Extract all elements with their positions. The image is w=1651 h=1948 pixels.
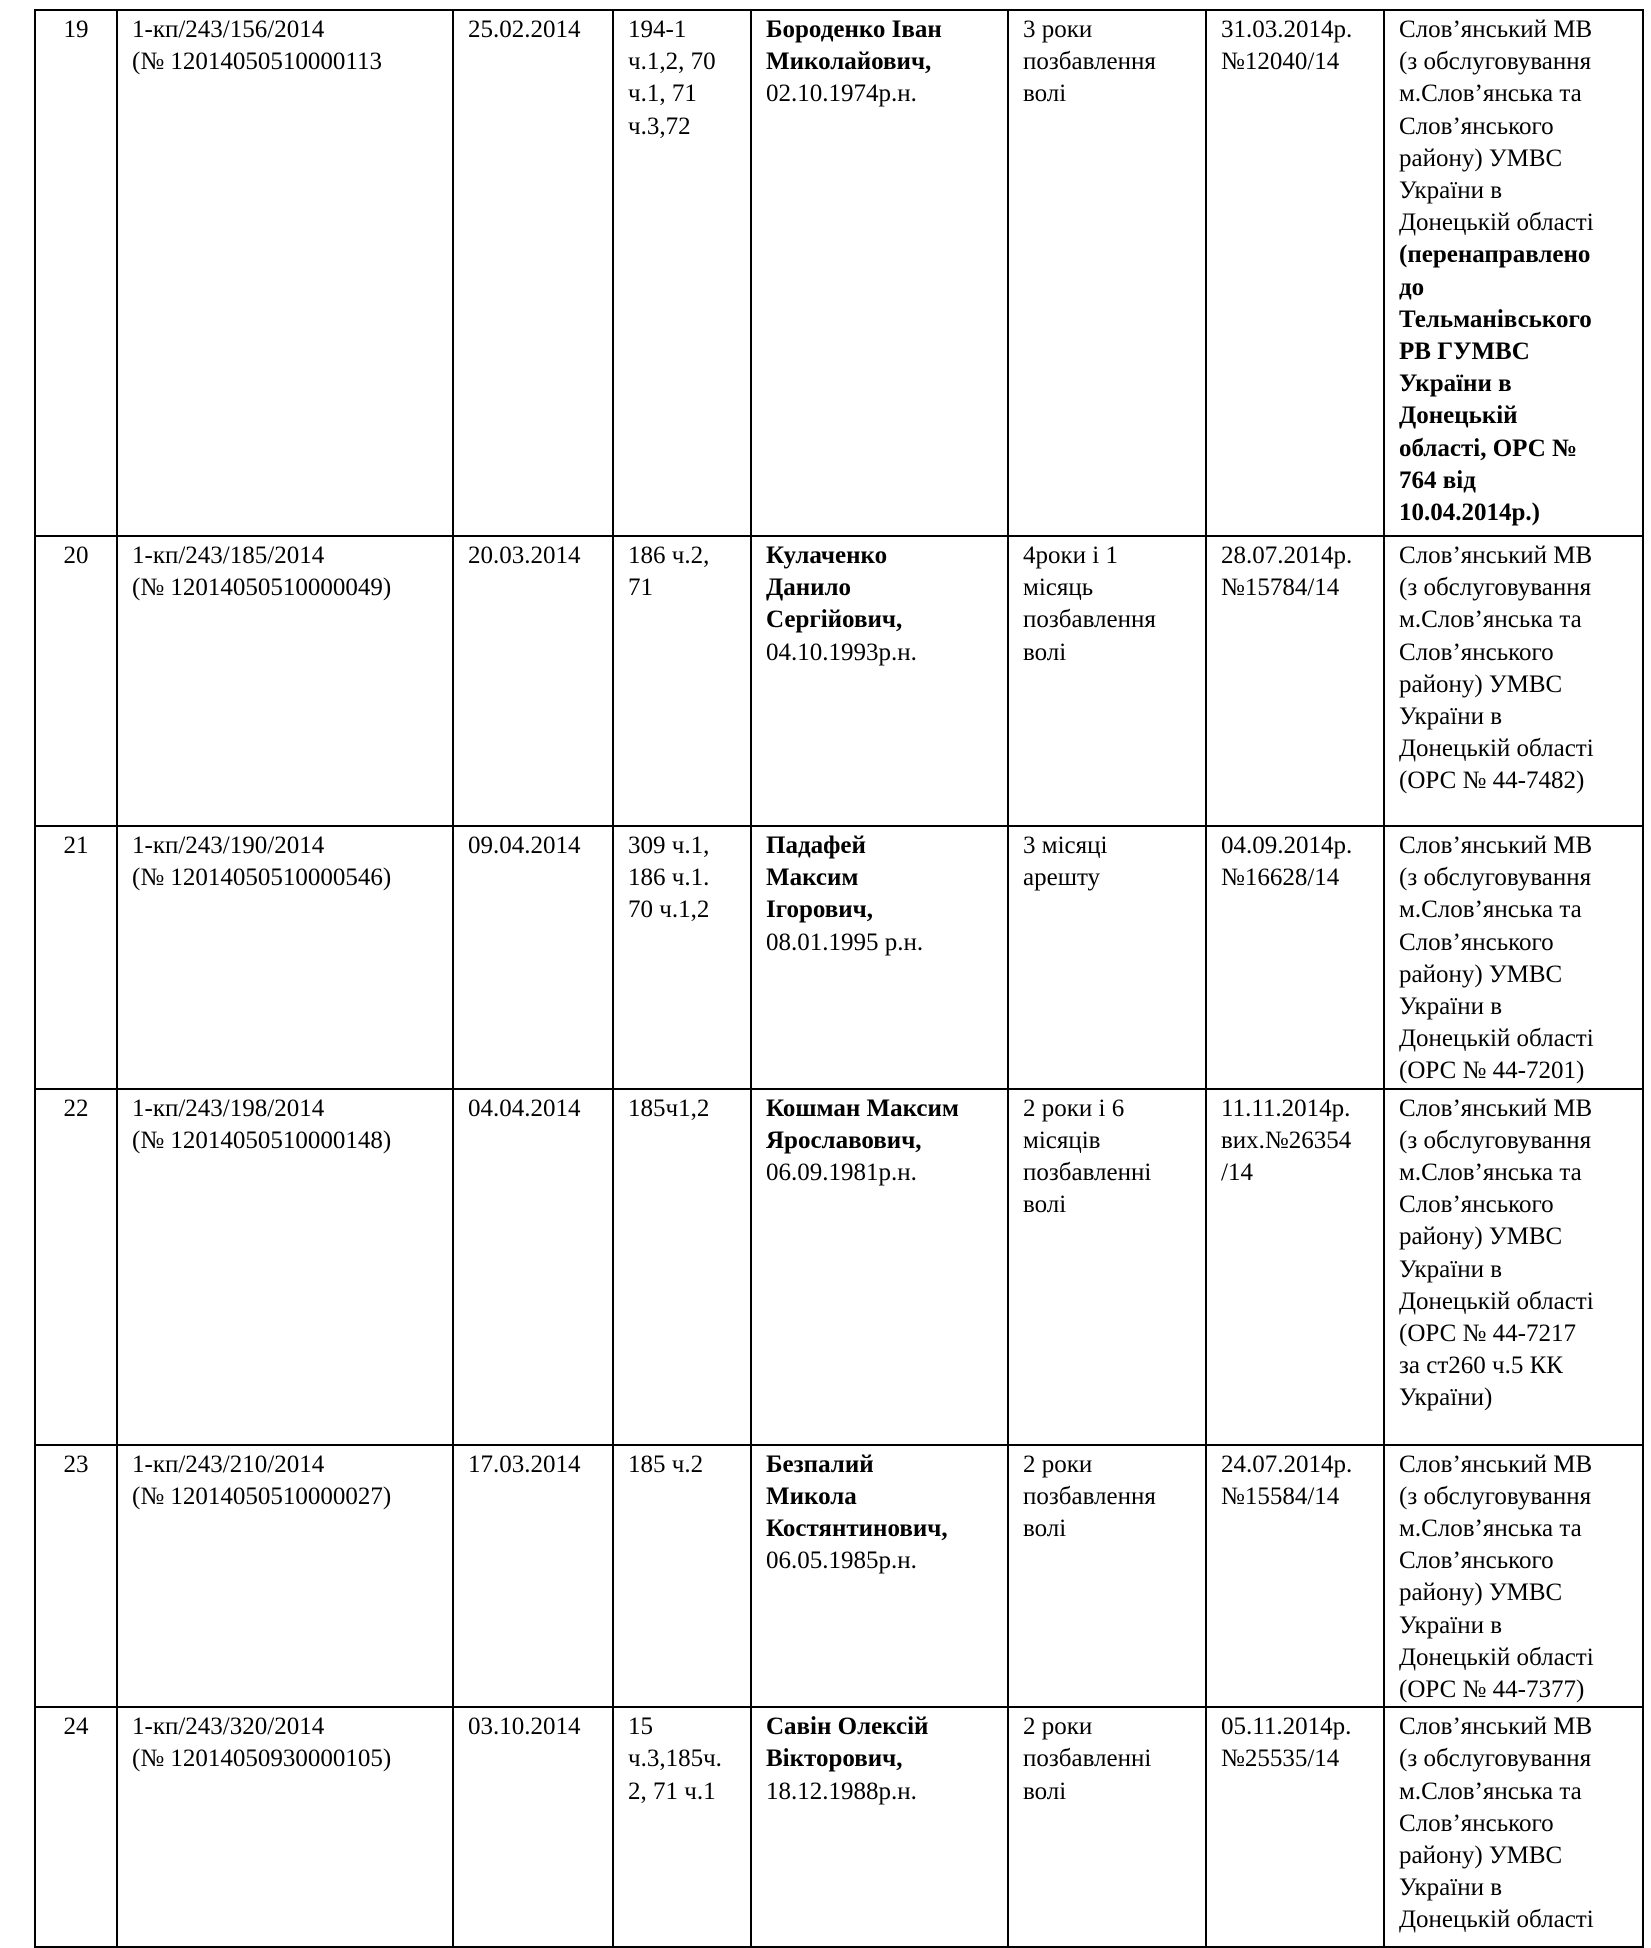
authority-cell — [1384, 536, 1643, 826]
verdict-date: 04.04.2014 — [468, 1094, 581, 1122]
authority-line: (з обслуговування — [1399, 1745, 1592, 1773]
authority-line: м.Слов’янська та — [1399, 606, 1582, 634]
article-line: 186 ч.1. — [628, 864, 710, 892]
row-number: 20 — [63, 542, 89, 569]
sentence-cell — [1008, 1707, 1206, 1947]
sentence-line: 2 роки — [1023, 1713, 1093, 1741]
authority-line: (з обслуговування — [1399, 1126, 1592, 1154]
authority-line: м.Слов’янська та — [1399, 1515, 1582, 1543]
authority-cell — [1384, 1445, 1643, 1708]
article-line: 185 ч.2 — [628, 1450, 704, 1478]
sentence-line: 3 місяці — [1023, 832, 1108, 859]
dispatch-cell — [1206, 536, 1384, 826]
authority-line: району) УМВС — [1399, 960, 1563, 988]
convict-name-line: Бороденко Іван — [766, 16, 942, 43]
authority-note-line: області, ОРС № — [1399, 434, 1578, 462]
dispatch-cell — [1206, 826, 1384, 1089]
proceeding-number: (№ 12014050510000049) — [132, 574, 392, 602]
sentence-line: 3 роки — [1023, 16, 1093, 43]
authority-line: району) УМВС — [1399, 144, 1563, 172]
authority-line: району) УМВС — [1399, 1223, 1563, 1251]
dispatch-line: №15784/14 — [1221, 574, 1340, 602]
authority-note-line: України в — [1399, 370, 1512, 398]
verdict-date: 17.03.2014 — [468, 1450, 581, 1478]
case-number: 1-кп/243/198/2014 — [132, 1094, 325, 1122]
authority-line: Слов’янського — [1399, 1547, 1554, 1575]
authority-line: (з обслуговування — [1399, 1482, 1592, 1510]
authority-line: м.Слов’янська та — [1399, 1159, 1582, 1187]
article-line: 70 ч.1,2 — [628, 896, 710, 924]
dispatch-cell — [1206, 10, 1384, 536]
dispatch-line: 04.09.2014р. — [1221, 832, 1353, 859]
article-line: 309 ч.1, — [628, 832, 710, 859]
article-line: ч.3,185ч. — [628, 1745, 722, 1773]
sentence-line: позбавлення — [1023, 606, 1156, 634]
verdict-date: 25.02.2014 — [468, 16, 581, 43]
article-line: 186 ч.2, — [628, 542, 710, 569]
birth-date: 18.12.1988р.н. — [766, 1777, 917, 1805]
case-number: 1-кп/243/210/2014 — [132, 1450, 325, 1478]
convict-name-line: Максим — [766, 864, 859, 892]
authority-line: Слов’янський МВ — [1399, 832, 1593, 859]
birth-date: 06.09.1981р.н. — [766, 1159, 917, 1187]
convict-cell — [751, 536, 1008, 826]
table-row — [35, 1707, 1643, 1947]
case-number-cell — [117, 1089, 453, 1445]
article-line: 15 — [628, 1713, 653, 1741]
authority-cell — [1384, 826, 1643, 1089]
birth-date: 02.10.1974р.н. — [766, 80, 917, 108]
authority-cell — [1384, 10, 1643, 536]
authority-line: України в — [1399, 703, 1503, 731]
authority-note-line: (перенаправлено — [1399, 241, 1591, 269]
convict-name-line: Савін Олексій — [766, 1713, 929, 1741]
sentence-cell — [1008, 10, 1206, 536]
authority-note-line: Донецькій — [1399, 402, 1518, 430]
authority-line: Слов’янського — [1399, 112, 1554, 140]
verdict-date-cell — [453, 536, 613, 826]
authority-line: України в — [1399, 1874, 1503, 1902]
articles-cell — [613, 1707, 751, 1947]
sentence-line: волі — [1023, 80, 1067, 108]
articles-cell — [613, 1445, 751, 1708]
dispatch-line: 28.07.2014р. — [1221, 542, 1353, 569]
convict-name-line: Кулаченко — [766, 542, 888, 569]
row-number-cell — [35, 1089, 117, 1445]
verdict-date: 20.03.2014 — [468, 542, 581, 569]
row-number-cell — [35, 1707, 117, 1947]
proceeding-number: (№ 12014050930000105) — [132, 1745, 392, 1773]
authority-line: за ст260 ч.5 КК — [1399, 1352, 1563, 1380]
dispatch-cell — [1206, 1707, 1384, 1947]
sentence-line: 4роки і 1 — [1023, 542, 1118, 569]
article-line: 2, 71 ч.1 — [628, 1777, 716, 1805]
authority-line: Донецькій області — [1399, 735, 1594, 763]
row-number: 22 — [63, 1094, 89, 1122]
row-number: 24 — [63, 1713, 89, 1741]
convict-cell — [751, 10, 1008, 536]
table-body — [35, 10, 1643, 1947]
sentence-line: волі — [1023, 1777, 1067, 1805]
verdict-date-cell — [453, 1707, 613, 1947]
convict-name-line: Ярославович, — [766, 1126, 922, 1154]
birth-date: 08.01.1995 р.н. — [766, 928, 924, 956]
authority-line: (ОРС № 44-7217 — [1399, 1320, 1576, 1348]
authority-line: району) УМВС — [1399, 1579, 1563, 1607]
table-row — [35, 10, 1643, 536]
authority-note-line: 764 від — [1399, 466, 1476, 494]
convict-cell — [751, 1445, 1008, 1708]
verdict-date-cell — [453, 1089, 613, 1445]
sentence-cell — [1008, 536, 1206, 826]
convict-name-line: Данило — [766, 574, 852, 602]
convict-name-line: Микола — [766, 1482, 857, 1510]
row-number-cell — [35, 826, 117, 1089]
sentence-line: 2 роки і 6 — [1023, 1094, 1125, 1122]
authority-line: м.Слов’янська та — [1399, 896, 1582, 924]
dispatch-cell — [1206, 1089, 1384, 1445]
convict-name-line: Кошман Максим — [766, 1094, 959, 1122]
authority-line: м.Слов’янська та — [1399, 1777, 1582, 1805]
authority-line: Донецькій області — [1399, 1643, 1594, 1671]
verdict-date: 03.10.2014 — [468, 1713, 581, 1741]
dispatch-cell — [1206, 1445, 1384, 1708]
authority-line: Слов’янський МВ — [1399, 1713, 1593, 1741]
authority-line: України в — [1399, 993, 1503, 1021]
row-number-cell — [35, 10, 117, 536]
authority-note-line: Тельманівського — [1399, 305, 1592, 333]
dispatch-line: №25535/14 — [1221, 1745, 1340, 1773]
authority-line: (з обслуговування — [1399, 574, 1592, 602]
authority-line: України в — [1399, 1255, 1503, 1283]
article-line: 71 — [628, 574, 653, 602]
dispatch-line: №12040/14 — [1221, 48, 1340, 76]
authority-line: Донецькій області — [1399, 1287, 1594, 1315]
article-line: ч.1, 71 — [628, 80, 697, 108]
sentence-line: волі — [1023, 1191, 1067, 1219]
dispatch-line: /14 — [1221, 1159, 1253, 1187]
case-number-cell — [117, 1445, 453, 1708]
authority-line: України в — [1399, 1611, 1503, 1639]
articles-cell — [613, 826, 751, 1089]
verdict-date-cell — [453, 826, 613, 1089]
convict-name-line: Вікторович, — [766, 1745, 903, 1773]
authority-note-line: 10.04.2014р.) — [1399, 499, 1540, 527]
authority-line: Донецькій області — [1399, 209, 1594, 237]
authority-note-line: до — [1399, 273, 1425, 301]
article-line: 194-1 — [628, 16, 687, 43]
authority-line: Слов’янський МВ — [1399, 1450, 1593, 1478]
convict-name-line: Сергійович, — [766, 606, 903, 634]
row-number: 19 — [63, 16, 89, 43]
proceeding-number: (№ 12014050510000027) — [132, 1482, 392, 1510]
authority-cell — [1384, 1707, 1643, 1947]
authority-line: району) УМВС — [1399, 670, 1563, 698]
case-number-cell — [117, 10, 453, 536]
authority-line: м.Слов’янська та — [1399, 80, 1582, 108]
authority-line: Донецькій області — [1399, 1906, 1594, 1934]
sentence-line: волі — [1023, 1515, 1067, 1543]
sentence-line: позбавлення — [1023, 48, 1156, 76]
articles-cell — [613, 536, 751, 826]
table-row — [35, 826, 1643, 1089]
authority-line: (ОРС № 44-7482) — [1399, 767, 1585, 795]
verdict-date: 09.04.2014 — [468, 832, 581, 859]
sentence-line: місяців — [1023, 1126, 1101, 1154]
article-line: ч.1,2, 70 — [628, 48, 716, 76]
sentence-line: арешту — [1023, 864, 1101, 892]
convict-cell — [751, 1707, 1008, 1947]
authority-line: (з обслуговування — [1399, 48, 1592, 76]
authority-line: України в — [1399, 177, 1503, 205]
convict-name-line: Ігорович, — [766, 896, 873, 924]
row-number: 21 — [63, 832, 89, 859]
authority-line: (з обслуговування — [1399, 864, 1592, 892]
table-row — [35, 1445, 1643, 1708]
authority-line: Слов’янського — [1399, 928, 1554, 956]
convict-name-line: Безпалий — [766, 1450, 874, 1478]
proceeding-number: (№ 12014050510000148) — [132, 1126, 392, 1154]
proceeding-number: (№ 12014050510000113 — [132, 48, 382, 76]
convict-cell — [751, 1089, 1008, 1445]
dispatch-line: №16628/14 — [1221, 864, 1340, 892]
authority-line: Слов’янський МВ — [1399, 1094, 1593, 1122]
dispatch-line: 11.11.2014р. — [1221, 1094, 1351, 1122]
authority-line: (ОРС № 44-7201) — [1399, 1057, 1585, 1085]
sentence-line: 2 роки — [1023, 1450, 1093, 1478]
sentence-line: місяць — [1023, 574, 1094, 602]
articles-cell — [613, 1089, 751, 1445]
sentence-cell — [1008, 1089, 1206, 1445]
article-line: ч.3,72 — [628, 112, 691, 140]
authority-cell — [1384, 1089, 1643, 1445]
authority-line: (ОРС № 44-7377) — [1399, 1676, 1585, 1704]
convict-name-line: Миколайович, — [766, 48, 932, 76]
dispatch-line: №15584/14 — [1221, 1482, 1340, 1510]
case-number: 1-кп/243/156/2014 — [132, 16, 325, 43]
articles-cell — [613, 10, 751, 536]
row-number: 23 — [63, 1450, 89, 1478]
authority-line: України) — [1399, 1384, 1493, 1412]
authority-line: Слов’янського — [1399, 1191, 1554, 1219]
sentence-cell — [1008, 826, 1206, 1089]
table-row — [35, 536, 1643, 826]
birth-date: 06.05.1985р.н. — [766, 1547, 917, 1575]
dispatch-line: 31.03.2014р. — [1221, 16, 1353, 43]
sentence-line: позбавлення — [1023, 1482, 1156, 1510]
convict-name-line: Костянтинович, — [766, 1515, 948, 1543]
article-line: 185ч1,2 — [628, 1094, 710, 1122]
authority-note-line: РВ ГУМВС — [1399, 338, 1530, 366]
authority-line: Донецькій області — [1399, 1025, 1594, 1053]
case-number: 1-кп/243/185/2014 — [132, 542, 325, 569]
case-number: 1-кп/243/320/2014 — [132, 1713, 325, 1741]
authority-line: району) УМВС — [1399, 1842, 1563, 1870]
verdict-date-cell — [453, 1445, 613, 1708]
case-number-cell — [117, 1707, 453, 1947]
row-number-cell — [35, 1445, 117, 1708]
authority-line: Слов’янський МВ — [1399, 542, 1593, 569]
row-number-cell — [35, 536, 117, 826]
authority-line: Слов’янського — [1399, 1809, 1554, 1837]
convict-name-line: Падафей — [766, 832, 866, 859]
dispatch-line: 05.11.2014р. — [1221, 1713, 1352, 1741]
authority-line: Слов’янського — [1399, 638, 1554, 666]
case-number: 1-кп/243/190/2014 — [132, 832, 325, 859]
sentence-cell — [1008, 1445, 1206, 1708]
birth-date: 04.10.1993р.н. — [766, 638, 917, 666]
proceeding-number: (№ 12014050510000546) — [132, 864, 392, 892]
table-row — [35, 1089, 1643, 1445]
case-number-cell — [117, 826, 453, 1089]
case-number-cell — [117, 536, 453, 826]
verdict-date-cell — [453, 10, 613, 536]
case-register-table — [34, 9, 1644, 1948]
dispatch-line: 24.07.2014р. — [1221, 1450, 1353, 1478]
sentence-line: позбавленні — [1023, 1159, 1152, 1187]
convict-cell — [751, 826, 1008, 1089]
dispatch-line: вих.№26354 — [1221, 1126, 1352, 1154]
sentence-line: волі — [1023, 638, 1067, 666]
authority-line: Слов’янський МВ — [1399, 16, 1593, 43]
sentence-line: позбавленні — [1023, 1745, 1152, 1773]
